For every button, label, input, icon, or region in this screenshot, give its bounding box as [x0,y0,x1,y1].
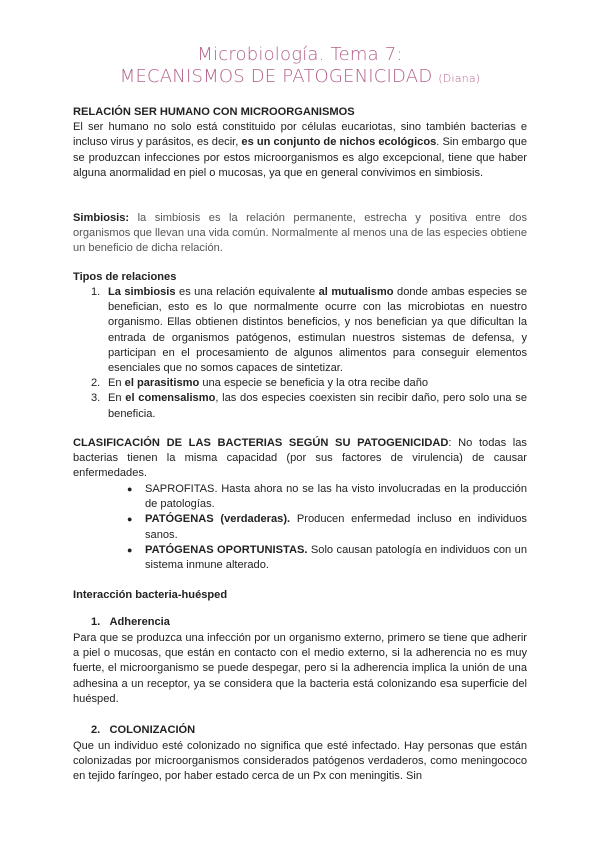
title-line-1: Microbiología. Tema 7: [197,44,403,65]
bold-run: el comensalismo [125,392,216,405]
subsection-title: Adherencia [109,616,170,628]
bullet-icon: ● [127,484,133,494]
text-run: SAPROFITAS. Hasta ahora no se las ha visto involucradas en la producción de patologías. [145,483,527,511]
clasif-list [127,482,527,573]
text-run: donde ambas especies se benefician, esto es lo que normalmente ocurre con las microbiotas en nuestro organismo. Ellas obtienen distintos beneficios, y nos benefician ya que dificultan la entrada de organismos patógenos, estimulan nuestros sistemas de defensa, y participan en el procesamiento de algunos alimentos para conseguir elementos esenciales que no somos capaces de sintetizar. [108,286,528,375]
text-run: En [108,377,125,390]
section-clasificacion [73,436,527,482]
text-run: la simbiosis es la relación permanente, estrecha y positiva entre dos organismos que llevan una vida común. Normalmente al menos una de las especies obtiene un beneficio de dicha relación. [73,212,527,255]
text-run: En [108,392,126,405]
list-item [127,512,527,542]
adherencia-heading [91,615,527,630]
bullet-icon: ● [127,544,133,555]
bold-run: La simbiosis [108,286,176,298]
colonizacion-heading [91,723,527,738]
colonizacion-paragraph: Que un individuo esté colonizado no significa que esté infectado. Hay personas que están colonizadas por microorganismos considerados patógenos verdaderos, como meningococo en tejido faríngeo, por haber estado cerca de un Px con meningitis. Sin [73,740,527,783]
text-run: Producen enfermedad incluso en individuos sanos. [145,513,527,541]
text-run: , las dos especies coexisten sin recibir daño, pero solo una se beneficia. [108,392,527,420]
text-run: es una relación equivalente [175,286,319,298]
tipos-list [91,285,528,422]
list-number: 2. [91,377,101,390]
list-number: 3. [91,392,101,405]
adherencia-paragraph: Para que se produzca una infección por un organismo externo, primero se tiene que adherir a piel o mucosas, que están en contacto con el medio externo, si la adherencia no es muy fuerte, el microorganismo se puede despegar, pero si la adherencia implica la unión de una adhesina a un receptor, ya se considera que la bacteria está colonizando esa superficie del huésped. [73,632,527,705]
text-run: . Sin embargo que se produzcan infecciones por estos microorganismos es algo excepcional, tiene que haber alguna anormalidad en piel o mucosas, ya que en general convivimos en simbiosis. [73,136,527,179]
text-run: El ser humano no solo está constituido por células eucariotas, sino también bacterias e incluso virus y parásitos, es decir, [73,121,527,149]
simbiosis-paragraph [73,211,527,257]
section-tipos [73,270,527,285]
section-heading: CLASIFICACIÓN DE LAS BACTERIAS SEGÚN SU PATOGENICIDAD [73,437,449,449]
paragraph [73,120,527,181]
section-heading: Tipos de relaciones [73,271,177,283]
subsection-title: COLONIZACIÓN [109,724,196,736]
list-item [127,543,527,573]
section-relacion [73,105,527,181]
bold-run: el parasitismo [124,377,200,390]
bold-run: al mutualismo [318,286,394,298]
bold-run: Simbiosis: [73,212,130,224]
author-tag: (Diana) [438,72,481,85]
text-run: una especie se beneficia y la otra recibe daño [199,377,429,390]
list-item [91,285,528,376]
list-number: 2. [91,724,101,736]
bold-run: PATÓGENAS (verdaderas). [145,513,291,526]
text-run: Solo causan patología en individuos con un sistema inmune alterado. [145,543,527,572]
list-item [127,482,527,512]
section-heading: Interacción bacteria-huésped [73,589,228,601]
list-item [91,391,527,421]
list-number: 1. [91,616,101,628]
title-line-2 [0,66,600,87]
bold-run: PATÓGENAS OPORTUNISTAS. [145,543,308,556]
bullet-icon: ● [127,514,133,525]
text-run: : No todas las bacterias tienen la misma capacidad (por sus factores de virulencia) de causar enfermedades. [73,437,527,480]
section-heading: RELACIÓN SER HUMANO CON MICROORGANISMOS [73,106,355,118]
list-item [91,376,527,391]
section-interaccion [73,588,527,603]
list-number: 1. [91,286,101,298]
bold-run: es un conjunto de nichos ecológicos [241,136,437,149]
title-main: MECANISMOS DE PATOGENICIDAD [119,66,433,87]
